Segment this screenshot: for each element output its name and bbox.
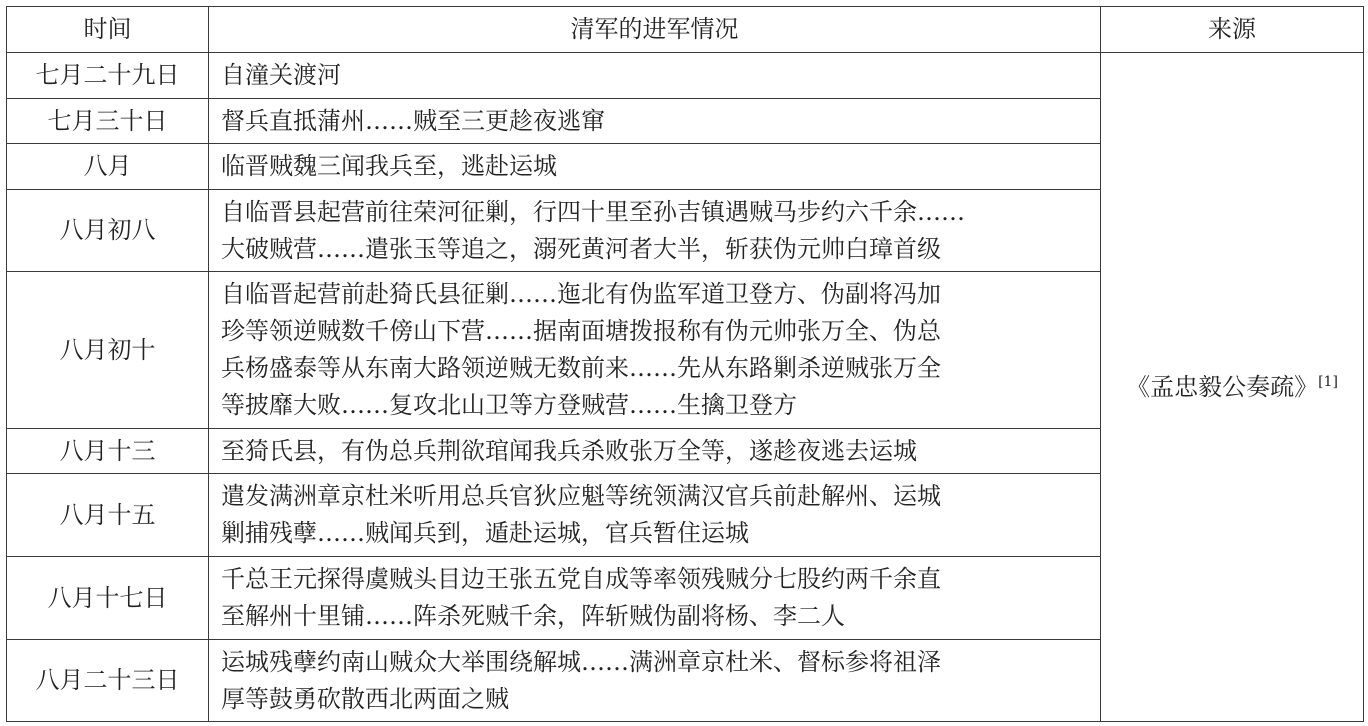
row-description: 至猗氏县，有伪总兵荆欲琯闻我兵杀败张万全等，遂趁夜逃去运城: [209, 429, 1101, 474]
header-row: [7, 7, 1364, 53]
row-time: 八月初八: [7, 190, 209, 272]
row-description: 自临晋起营前赴猗氏县征剿……迤北有伪监军道卫登方、伪副将冯加 珍等领逆贼数千傍山下营……据南面塘拨报称有伪元帅张万全、伪总 兵杨盛泰等从东南大路领逆贼无数前来……先从东路剿杀逆贼张万全 等披靡大败……复攻北山卫等方登贼营……生擒卫登方: [209, 272, 1101, 429]
row-description: 自临晋县起营前往荣河征剿，行四十里至孙吉镇遇贼马步约六千余…… 大破贼营……遣张玉等追之，溺死黄河者大半，斩获伪元帅白璋首级: [209, 190, 1101, 272]
row-time: 八月二十三日: [7, 640, 209, 722]
row-time: 八月: [7, 144, 209, 190]
row-description: 督兵直抵蒲州……贼至三更趁夜逃窜: [209, 99, 1101, 144]
row-description: 临晋贼魏三闻我兵至，逃赴运城: [209, 144, 1101, 190]
row-time: 八月十七日: [7, 557, 209, 640]
row-description: 千总王元探得虞贼头目边王张五党自成等率领残贼分七股约两千余直 至解州十里铺……阵杀死贼千余，阵斩贼伪副将杨、李二人: [209, 557, 1101, 640]
row-time: 七月二十九日: [7, 53, 209, 99]
row-time: 八月初十: [7, 272, 209, 429]
source-title: 《孟忠毅公奏疏》: [1126, 372, 1319, 401]
header-description: 清军的进军情况: [209, 7, 1101, 53]
row-description: 自潼关渡河: [209, 53, 1101, 99]
row-description: 遣发满洲章京杜米听用总兵官狄应魁等统领满汉官兵前赴解州、运城 剿捕残孽……贼闻兵到，遁赴运城，官兵暂住运城: [209, 474, 1101, 557]
row-time: 八月十三: [7, 429, 209, 474]
row-time: 八月十五: [7, 474, 209, 557]
source-footnote: [1]: [1318, 373, 1338, 390]
row-description: 运城残孽约南山贼众大举围绕解城……满洲章京杜米、督标参将祖泽 厚等鼓勇砍散西北两面之贼: [209, 640, 1101, 722]
header-time: 时间: [7, 7, 209, 53]
history-table: [6, 6, 1364, 722]
header-source: 来源: [1101, 7, 1364, 53]
row-time: 七月三十日: [7, 99, 209, 144]
source-cell: [1101, 53, 1364, 722]
table-row: [7, 53, 1364, 99]
